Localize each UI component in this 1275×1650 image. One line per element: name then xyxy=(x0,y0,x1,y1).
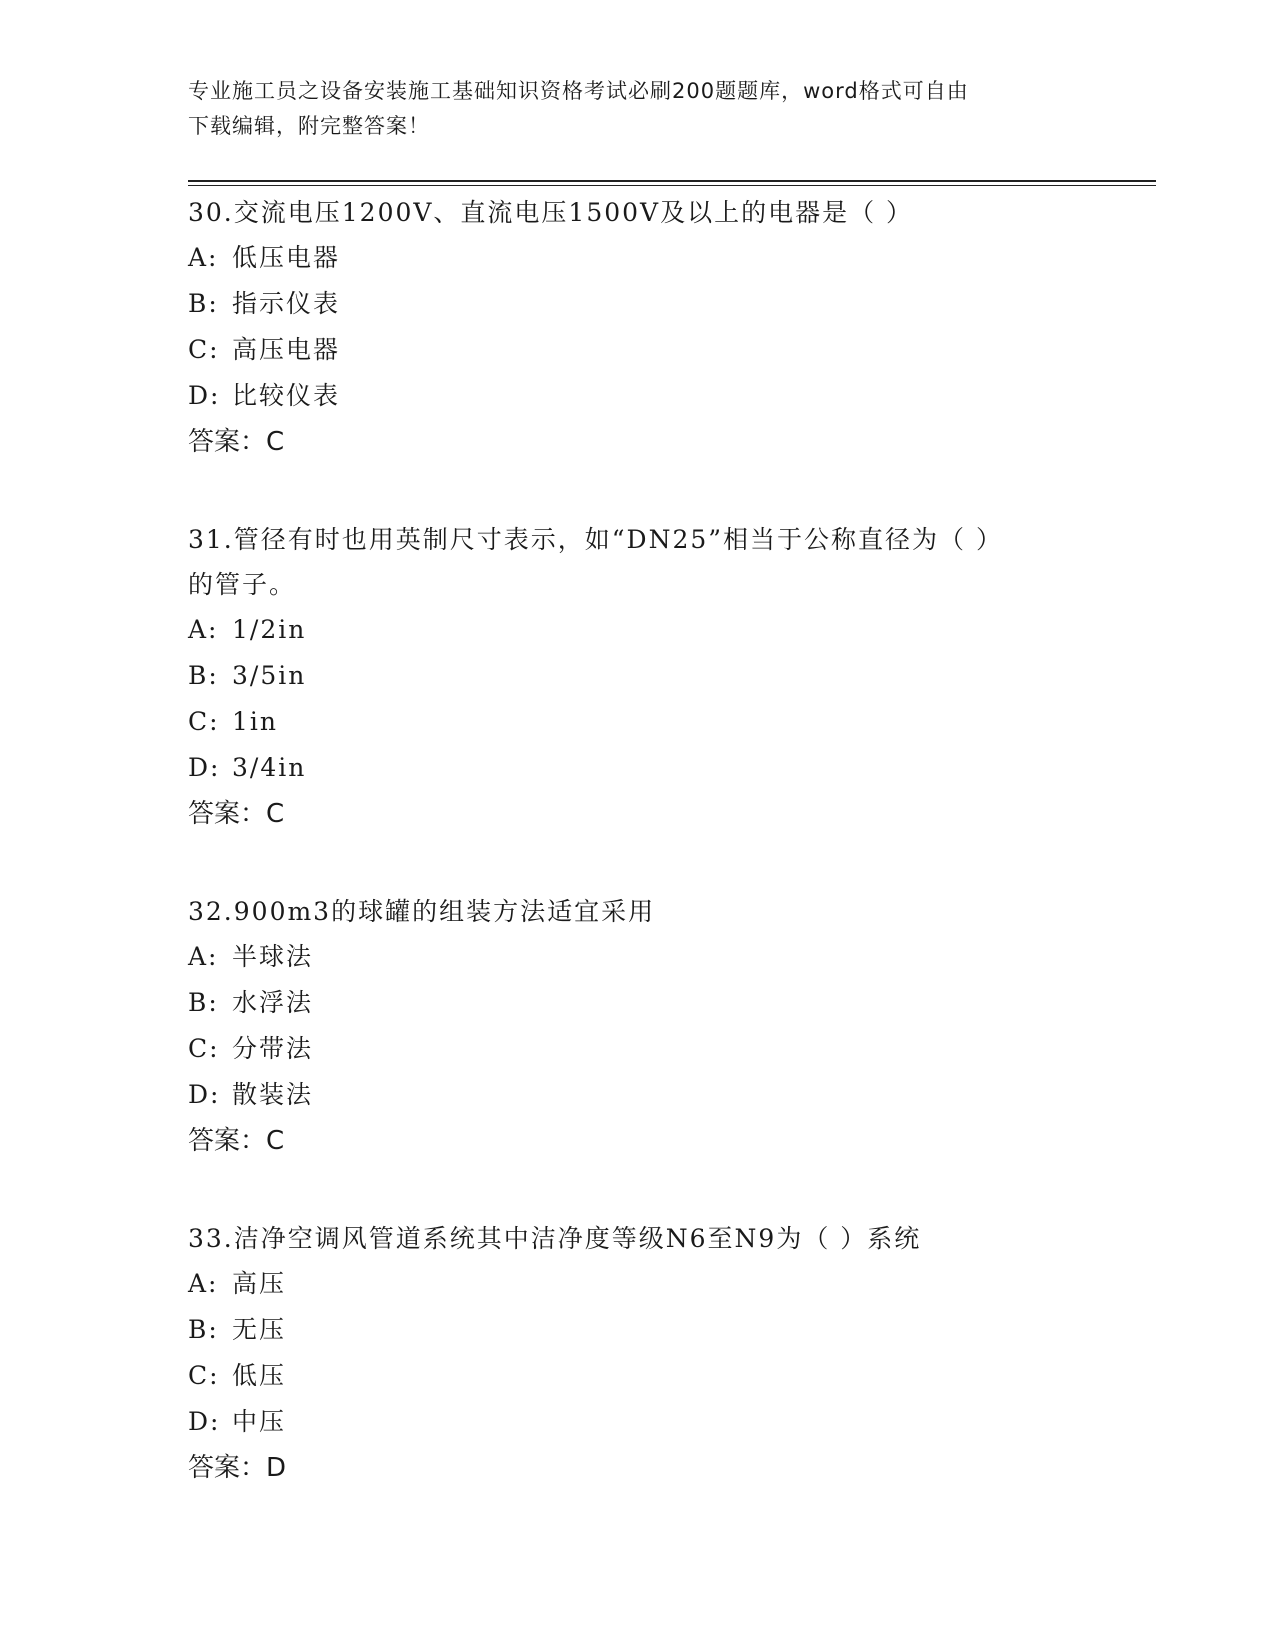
option-letter: C: xyxy=(188,1361,220,1390)
option-d xyxy=(188,1072,1088,1118)
option-a xyxy=(188,235,1088,281)
option-text: 无压 xyxy=(232,1315,287,1344)
question-list xyxy=(188,190,1088,1543)
question-stem-continuation: 的管子。 xyxy=(188,570,297,599)
option-d xyxy=(188,1399,1088,1445)
question-stem: 31.管径有时也用英制尺寸表示，如“DN25”相当于公称直径为（ ） xyxy=(188,525,1003,554)
option-letter: A: xyxy=(188,1269,219,1298)
option-text: 高压 xyxy=(232,1269,287,1298)
option-text: 高压电器 xyxy=(232,335,341,364)
option-letter: B: xyxy=(188,661,219,690)
option-text: 分带法 xyxy=(232,1034,314,1063)
option-b xyxy=(188,653,1088,699)
option-text: 散装法 xyxy=(232,1080,314,1109)
option-text: 低压电器 xyxy=(232,243,341,272)
option-text: 3/5in xyxy=(232,661,307,690)
option-letter: D: xyxy=(188,1407,221,1436)
answer: 答案：C xyxy=(188,799,285,829)
option-letter: C: xyxy=(188,335,220,364)
option-text: 1in xyxy=(232,707,279,736)
option-b xyxy=(188,281,1088,327)
option-c xyxy=(188,699,1088,745)
option-letter: D: xyxy=(188,753,221,782)
header-line-1: 专业施工员之设备安装施工基础知识资格考试必刷200题题库，word格式可自由 xyxy=(188,79,969,103)
option-b xyxy=(188,1307,1088,1353)
question-31 xyxy=(188,517,1088,837)
option-d xyxy=(188,373,1088,419)
option-c xyxy=(188,1353,1088,1399)
question-32 xyxy=(188,889,1088,1164)
option-text: 比较仪表 xyxy=(232,381,341,410)
option-d xyxy=(188,745,1088,791)
question-stem: 32.900m3的球罐的组装方法适宜采用 xyxy=(188,897,656,926)
option-letter: A: xyxy=(188,615,219,644)
option-b xyxy=(188,980,1088,1026)
option-letter: D: xyxy=(188,1080,221,1109)
option-letter: D: xyxy=(188,381,221,410)
option-letter: B: xyxy=(188,1315,219,1344)
option-text: 3/4in xyxy=(232,753,307,782)
option-letter: A: xyxy=(188,942,219,971)
question-stem: 33.洁净空调风管道系统其中洁净度等级N6至N9为（ ）系统 xyxy=(188,1224,922,1253)
option-text: 1/2in xyxy=(232,615,307,644)
option-text: 水浮法 xyxy=(232,988,314,1017)
option-a xyxy=(188,934,1088,980)
option-a xyxy=(188,1261,1088,1307)
option-letter: C: xyxy=(188,707,220,736)
answer: 答案：D xyxy=(188,1453,287,1483)
header-divider xyxy=(188,180,1156,182)
option-a xyxy=(188,607,1088,653)
option-c xyxy=(188,327,1088,373)
answer: 答案：C xyxy=(188,427,285,457)
option-letter: B: xyxy=(188,289,219,318)
question-33 xyxy=(188,1216,1088,1491)
option-letter: A: xyxy=(188,243,219,272)
option-text: 低压 xyxy=(232,1361,287,1390)
option-text: 指示仪表 xyxy=(232,289,341,318)
option-letter: B: xyxy=(188,988,219,1017)
question-30 xyxy=(188,190,1088,465)
answer: 答案：C xyxy=(188,1126,285,1156)
question-stem: 30.交流电压1200V、直流电压1500V及以上的电器是（ ） xyxy=(188,198,914,227)
document-header xyxy=(188,74,1088,144)
option-letter: C: xyxy=(188,1034,220,1063)
option-text: 中压 xyxy=(232,1407,287,1436)
option-c xyxy=(188,1026,1088,1072)
option-text: 半球法 xyxy=(232,942,314,971)
header-line-2: 下载编辑，附完整答案！ xyxy=(188,114,430,138)
